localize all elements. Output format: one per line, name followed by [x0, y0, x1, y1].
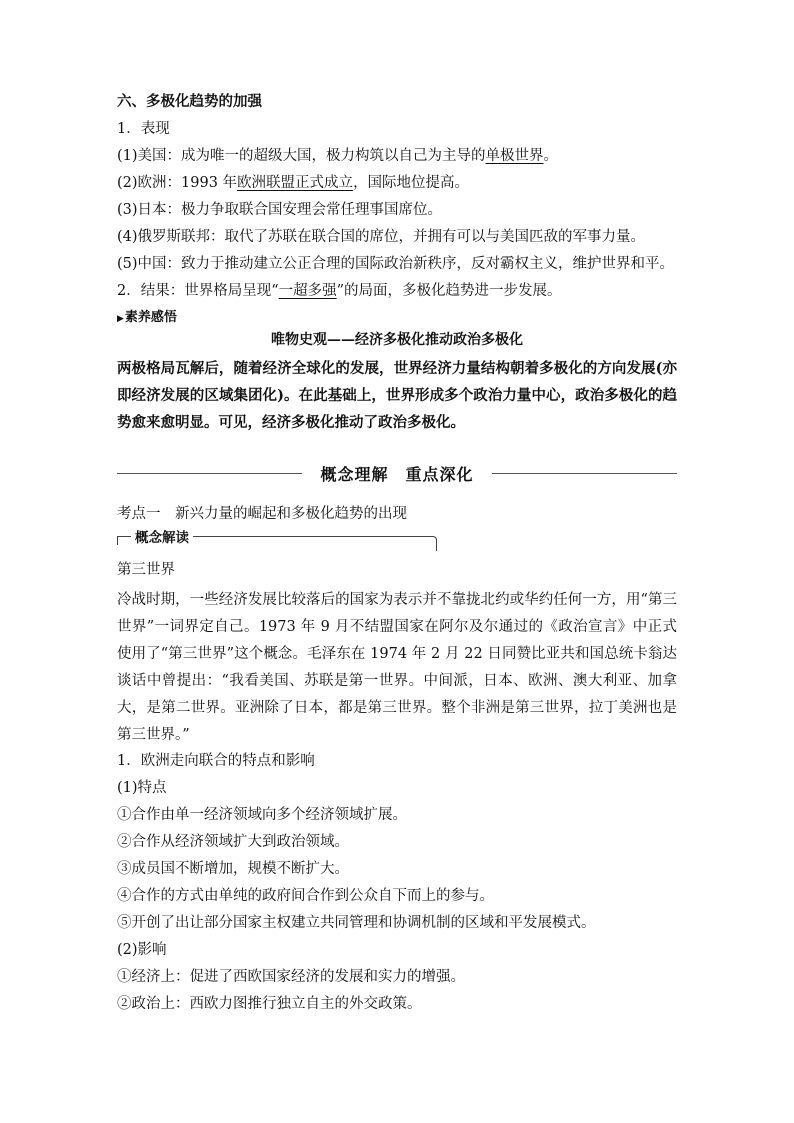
tab-corner-right: [430, 536, 437, 551]
feature-item: ④合作的方式由单纯的政府间合作到公众自下而上的参与。: [117, 888, 494, 904]
item-russia: (4)俄罗斯联邦：取代了苏联在联合国的席位，并拥有可以与美国匹敌的军事力量。: [117, 229, 646, 245]
feature-item: ②合作从经济领域扩大到政治领域。: [117, 834, 349, 850]
concept-term: 第三世界: [117, 562, 175, 578]
item-usa: (1)美国：成为唯一的超级大国，极力构筑以自己为主导的单极世界。: [117, 148, 559, 164]
triangle-icon: ▶: [117, 314, 124, 324]
document-page: [117, 92, 677, 1021]
literacy-title: 唯物史观——经济多极化推动政治多极化: [271, 332, 523, 348]
literacy-text: 两极格局瓦解后，随着经济全球化的发展，世界经济力量结构朝着多极化的方向发展(亦即经济发展的区域集团化)。在此基础上，世界形成多个政治力量中心，政治多极化的趋势愈来愈明显。可见，经济多极化推动了政治多极化。: [117, 360, 677, 431]
tab-corner-left: [117, 536, 126, 545]
banner-text: 概念理解 重点深化: [320, 465, 474, 484]
feature-item: ③成员国不断增加，规模不断扩大。: [117, 861, 349, 877]
impact-item: ①经济上：促进了西欧国家经济的发展和实力的增强。: [117, 969, 465, 985]
banner-rule-right: [492, 473, 677, 474]
feature-item: ①合作由单一经济领域向多个经济领域扩展。: [117, 807, 407, 823]
item1-title: 1．表现: [117, 121, 170, 137]
section-banner: [117, 446, 677, 504]
item2-result: 2．结果：世界格局呈现“一超多强”的局面，多极化趋势进一步发展。: [117, 283, 562, 299]
impact-title: (2)影响: [117, 942, 167, 958]
exam-point-title: 考点一 新兴力量的崛起和多极化趋势的出现: [117, 506, 407, 522]
features-title: (1)特点: [117, 780, 167, 796]
item-europe: (2)欧洲：1993 年欧洲联盟正式成立，国际地位提高。: [117, 175, 470, 191]
item-japan: (3)日本：极力争取联合国安理会常任理事国席位。: [117, 202, 443, 218]
section-title: 六、多极化趋势的加强: [117, 93, 262, 110]
concept-text: 冷战时期，一些经济发展比较落后的国家为表示并不靠拢北约或华约任何一方，用“第三世界”一词界定自己。1973 年 9 月不结盟国家在阿尔及尔通过的《政治宣言》中正式使用了“第三世界”这个概念。毛泽东在 1974 年 2 月 22 日同赞比亚共和国总统卡翁达谈话中曾提出：“我看美国、苏联是第一世界。中间派，日本、欧洲、澳大利亚、加拿大，是第二世界。亚洲除了日本，都是第三世界。整个非洲是第三世界，拉丁美洲也是第三世界。”: [117, 592, 677, 743]
literacy-label: ▶素养感悟: [117, 310, 177, 325]
feature-item: ⑤开创了出让部分国家主权建立共同管理和协调机制的区域和平发展模式。: [117, 915, 596, 931]
europe-title: 1．欧洲走向联合的特点和影响: [117, 753, 315, 769]
item-china: (5)中国：致力于推动建立公正合理的国际政治新秩序，反对霸权主义，维护世界和平。: [117, 256, 675, 272]
impact-item: ②政治上：西欧力图推行独立自主的外交政策。: [117, 996, 422, 1012]
concept-tab-label: 概念解读: [131, 526, 193, 546]
concept-tab: [117, 530, 677, 560]
